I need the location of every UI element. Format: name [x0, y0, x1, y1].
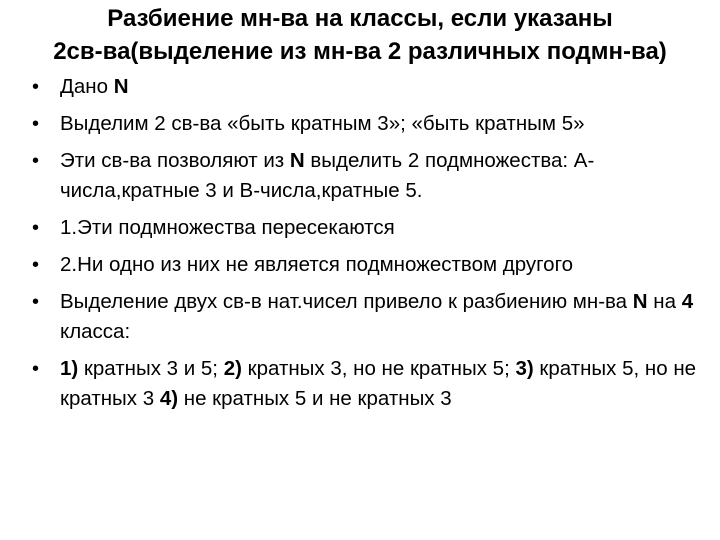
bullet-item-not-subset — [32, 250, 710, 280]
bullet-text: 1.Эти подмножества пересекаются — [60, 216, 395, 239]
bullet-text: Выделим 2 св-ва «быть кратным 3»; «быть кратным 5» — [60, 112, 585, 135]
bullet-bold: 2) — [223, 357, 242, 380]
title-line-1: Разбиение мн-ва на классы, если указаны — [107, 5, 613, 32]
bullet-bold: N — [113, 75, 129, 98]
bullet-list — [32, 72, 710, 421]
bullet-item-properties — [32, 109, 710, 139]
bullet-text: на — [647, 290, 682, 313]
bullet-text: выделить 2 подмножества: А-числа,кратные 3 и В-числа,кратные 5. — [60, 149, 595, 202]
bullet-text: Выделение двух св-в нат.чисел привело к разбиению мн-ва — [60, 290, 633, 313]
bullet-item-subsets — [32, 146, 710, 206]
bullet-bold: 1) — [60, 357, 79, 380]
bullet-item-given — [32, 72, 710, 102]
bullet-bold: 4) — [159, 387, 179, 410]
bullet-text: класса: — [60, 320, 131, 343]
bullet-text: Эти св-ва позволяют из — [60, 149, 290, 172]
bullet-bold: 4 — [681, 290, 694, 313]
bullet-text: не кратных 5 и не кратных 3 — [178, 387, 452, 410]
title-line-2: 2св-ва(выделение из мн-ва 2 различных подмн-ва) — [53, 38, 667, 65]
bullet-bold: 3) — [515, 357, 534, 380]
bullet-text: кратных 5, но не кратных 3 — [60, 357, 697, 410]
bullet-text: кратных 3, но не кратных 5; — [241, 357, 516, 380]
bullet-text: 2.Ни одно из них не является подмножеством другого — [60, 253, 574, 276]
bullet-item-classes — [32, 354, 710, 414]
bullet-text: Дано — [60, 75, 114, 98]
slide-title — [20, 2, 700, 68]
bullet-item-partition — [32, 287, 710, 347]
bullet-text: кратных 3 и 5; — [78, 357, 224, 380]
bullet-bold: N — [289, 149, 305, 172]
bullet-bold: N — [632, 290, 648, 313]
bullet-item-intersect — [32, 213, 710, 243]
